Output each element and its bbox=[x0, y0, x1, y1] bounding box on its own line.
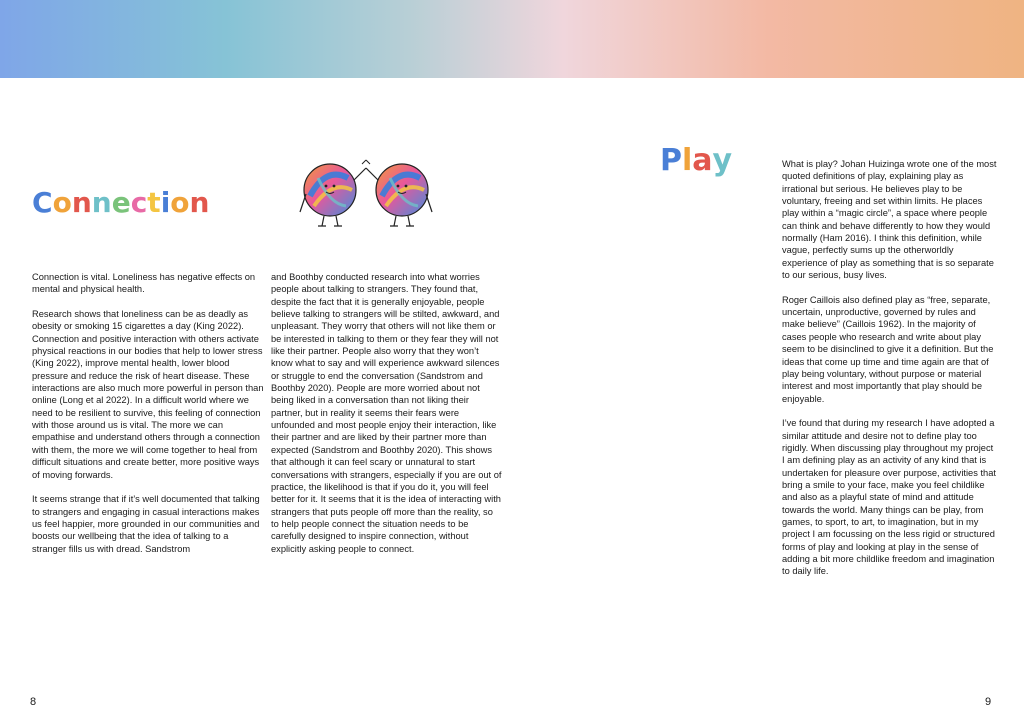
paragraph: Roger Caillois also defined play as “free, separate, uncertain, unproductive, governed by rules and make believe” (Caillois 1962). In the majority of cases people who research and write about play seem to be disinclined to give it a definition. But the ideas that come up time and time again are that of play being voluntary, without purpose or material interest and most importantly that play should be enjoyable. bbox=[782, 294, 994, 404]
two-characters-high-five-icon bbox=[296, 156, 438, 232]
connection-column-1 bbox=[32, 271, 264, 567]
connection-column-2 bbox=[271, 271, 503, 567]
page-number-left: 8 bbox=[30, 696, 37, 708]
title-letter: l bbox=[682, 143, 693, 178]
right-character bbox=[366, 164, 432, 226]
title-letter: i bbox=[160, 186, 171, 219]
play-title bbox=[660, 143, 732, 178]
paragraph: and Boothby conducted research into what worries people about talking to strangers. They found that, despite the fact that it is generally enjoyable, people believe talking to strangers will be stilted, awkward, and unpleasant. They worry that others will not like them or be interested in talking to them or they fear they will not like their partner. People also worry that they won’t know what to say and will experience awkward silences or struggle to end the conversation (Sandstrom and Boothby 2020). People are more worried about not being liked in a conversation than not liking their partner, but in reality it seems their fears were unfounded and most people enjoy their interaction, like their partner and are liked by their partner more than expected (Sandstrom and Boothby 2020). This shows that although it can feel scary or unnatural to start conversations with strangers, especially if you are out of practice, the likelihood is that if you do it, you will feel better for it. It seems that it is the idea of interacting with strangers that puts people off more than the reality, so to help people connect the situation needs to be carefully designed to inspire connection, without explicitly asking people to connect. bbox=[271, 272, 502, 554]
title-letter: n bbox=[71, 186, 92, 219]
title-letter: o bbox=[170, 186, 190, 219]
title-letter: a bbox=[692, 143, 713, 178]
title-letter: c bbox=[130, 186, 148, 219]
paragraph: Connection is vital. Loneliness has negative effects on mental and physical health. bbox=[32, 272, 256, 295]
connection-title bbox=[32, 186, 209, 219]
title-letter: t bbox=[147, 186, 161, 219]
paragraph: It seems strange that if it’s well documented that talking to strangers and engaging in casual interactions makes us feel happier, more grounded in our communities and boosts our wellbeing that the idea of talking to a stranger fills us with dread. Sandstrom bbox=[32, 494, 260, 554]
paragraph: What is play? Johan Huizinga wrote one of the most quoted definitions of play, explaining play as irrational but serious. He believes play to be voluntary, freeing and set within limits. He places play within a “magic circle”, a space where people can think and behave differently to how they would normally (Ham 2016). I think this definition, while vague, perfectly sums up the otherworldly experience of play as something that is so separate to our serious, busy lives. bbox=[782, 159, 997, 281]
paragraph: Research shows that loneliness can be as deadly as obesity or smoking 15 cigarettes a day (King 2022). Connection and positive interaction with others activate physical reactions in our bodies that help to lower stress (King 2022), improve mental health, lower blood pressure and reduce the risk of heart disease. These interactions are also much more powerful in person than online (Long et al 2022). In a difficult world where we need to be resilient to survive, this feeling of connection with those around us is vital. The more we can empathise and understand others through a connection with them, the more we will come together to heal from difficult situations and create better, more positive ways of moving forwards. bbox=[32, 309, 264, 480]
title-letter: n bbox=[189, 186, 210, 219]
title-letter: o bbox=[52, 186, 72, 219]
left-character bbox=[300, 164, 366, 226]
title-letter: n bbox=[91, 186, 112, 219]
title-letter: e bbox=[111, 186, 131, 219]
play-column bbox=[782, 158, 998, 590]
gradient-banner bbox=[0, 0, 1024, 78]
title-letter: y bbox=[712, 143, 733, 178]
page-number-right: 9 bbox=[985, 696, 992, 708]
title-letter: C bbox=[32, 186, 53, 219]
paragraph: I’ve found that during my research I have adopted a similar attitude and desire not to define play too rigidly. When discussing play throughout my project I am defining play as an activity of any kind that is undertaken for pleasure over purpose, activities that bring a smile to your face, make you feel childlike and also as a playful state of mind and attitude towards the world. Many things can be play, from games, to sport, to art, to imagination, but in my project I am focussing on the less rigid or structured forms of play and looking at play in the sense of adding a bit more childlike freedom and imagination to daily life. bbox=[782, 418, 996, 577]
title-letter: P bbox=[660, 143, 682, 178]
